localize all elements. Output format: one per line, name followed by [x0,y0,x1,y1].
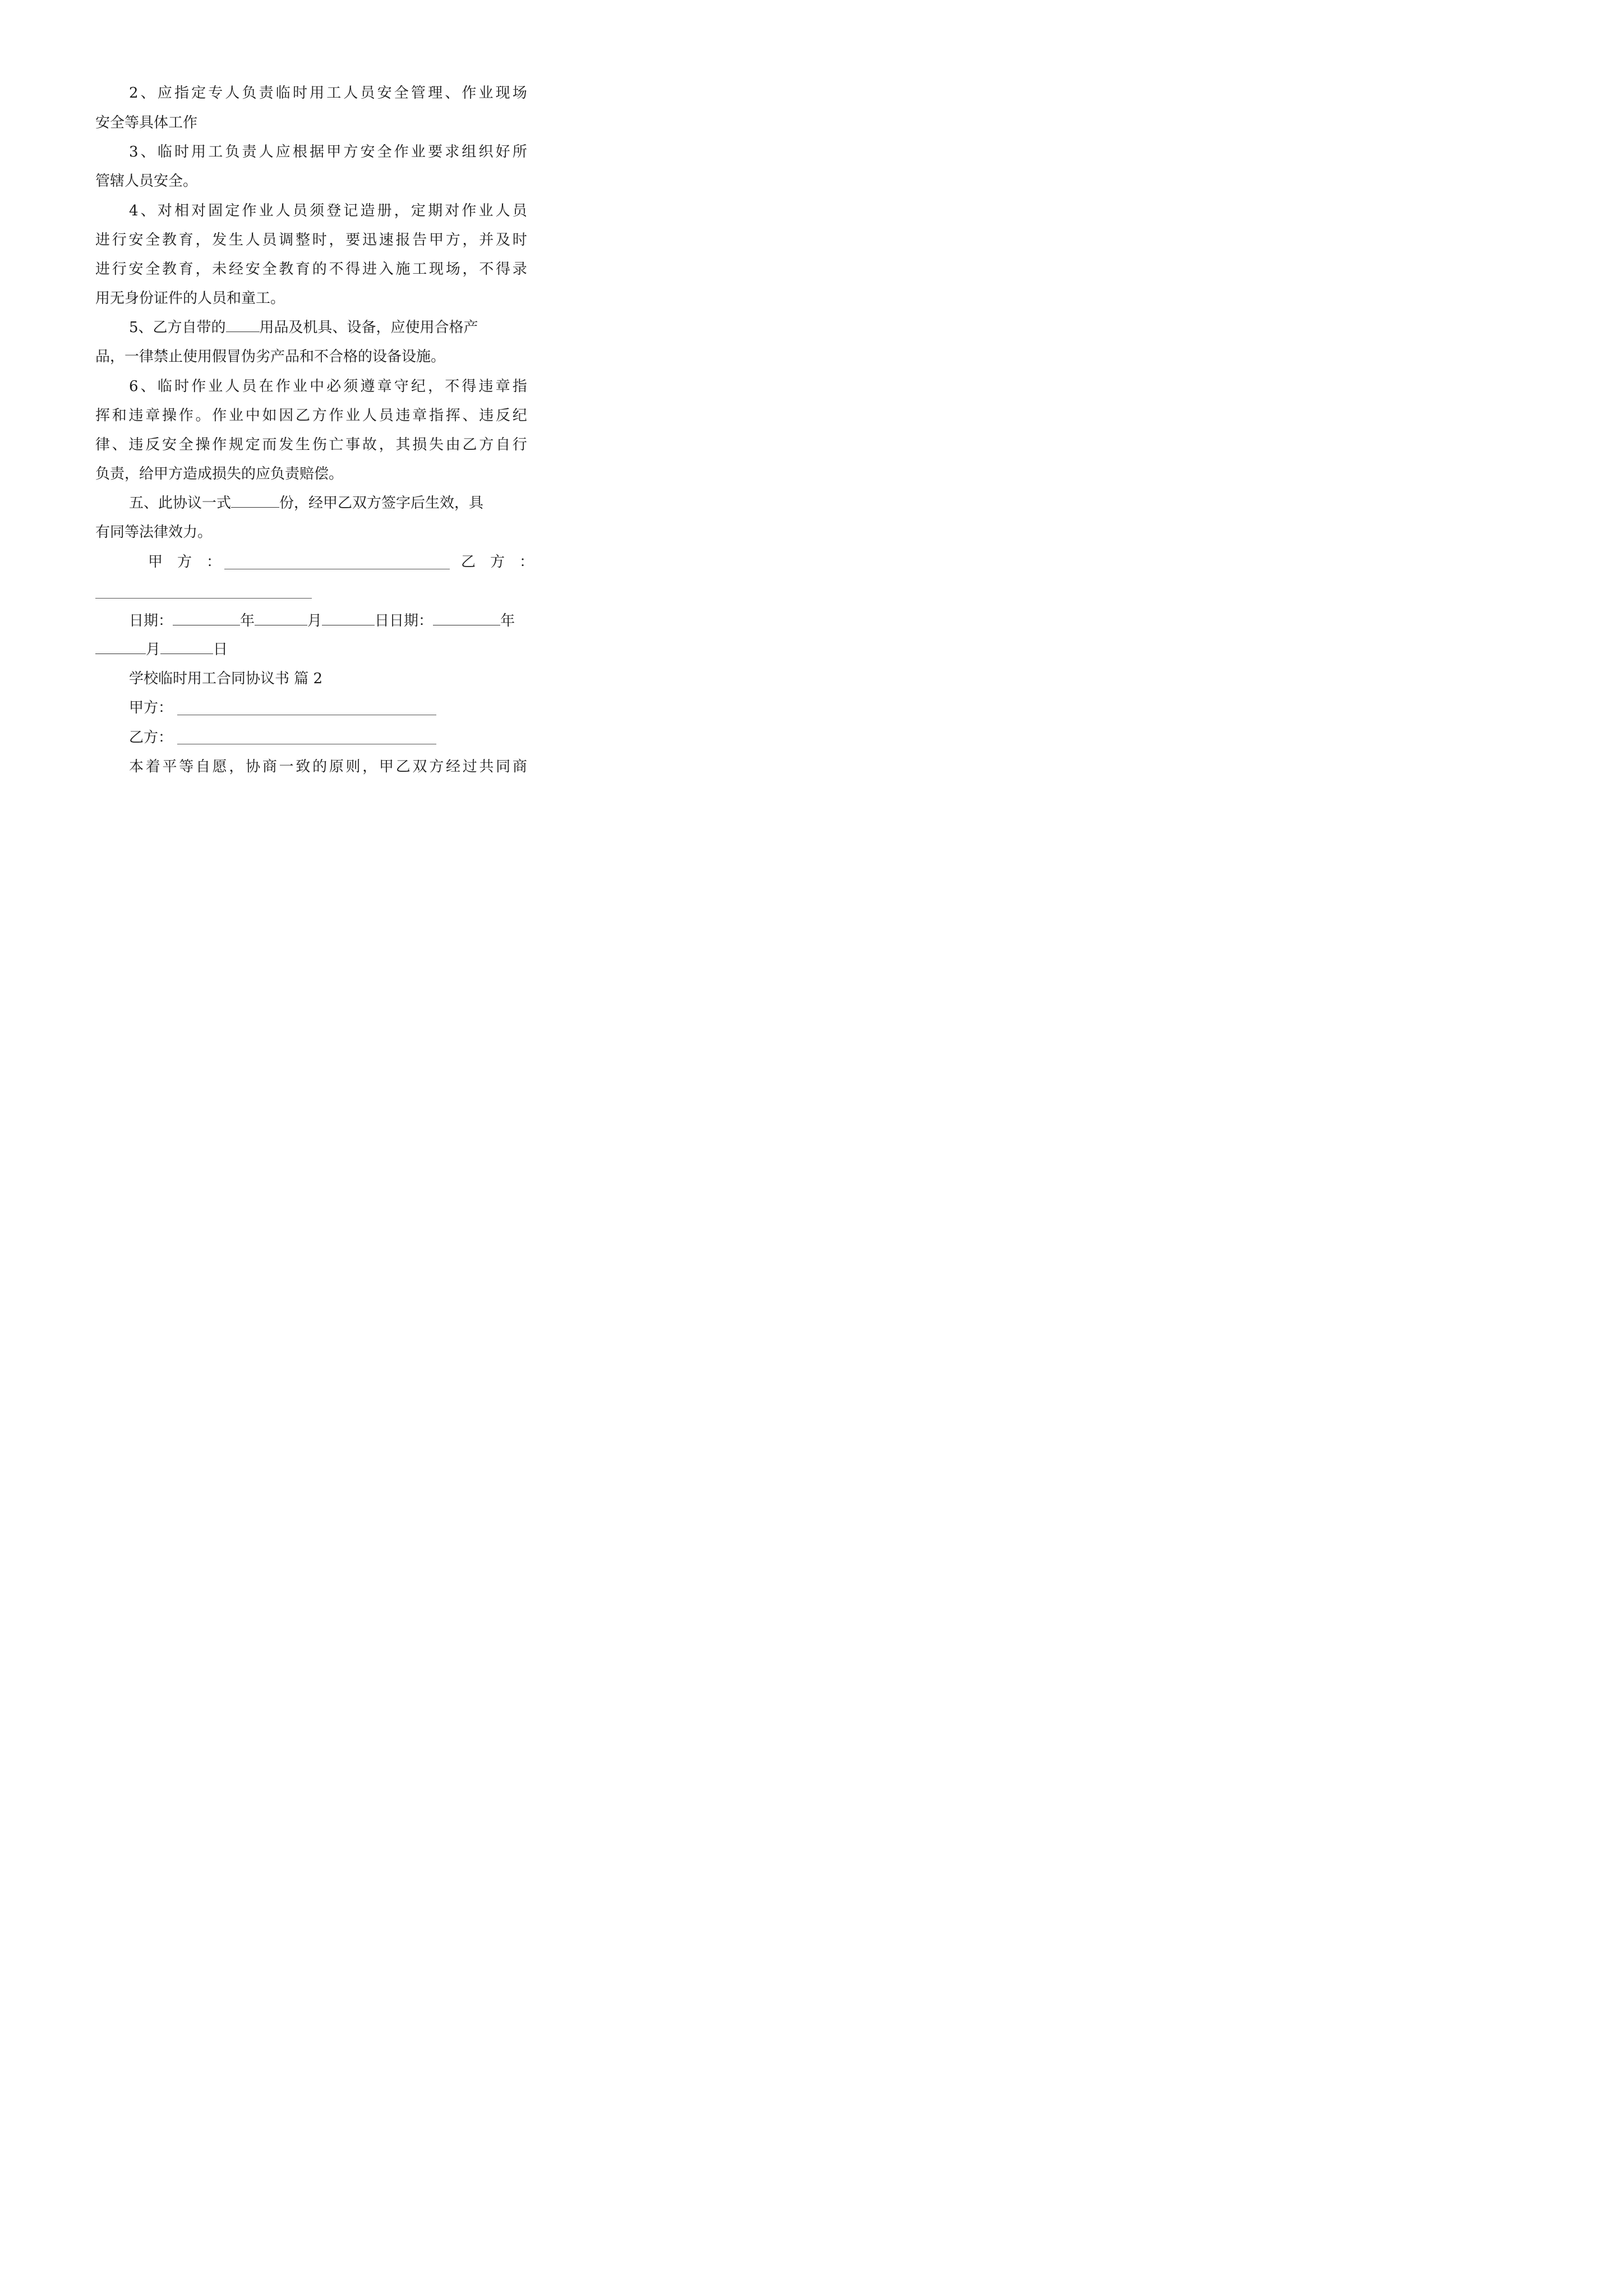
glyph: 经 [229,261,244,278]
glyph: 甲 [429,232,444,249]
glyph: 责 [259,85,274,102]
glyph: 人 [343,85,358,102]
glyph: 自 [496,436,511,453]
glyph: 反 [145,436,160,453]
glyph: 、 [140,378,155,395]
glyph: 进 [362,261,377,278]
glyph: 场 [445,261,460,278]
glyph: 亡 [329,436,344,453]
glyph: 必 [326,378,342,395]
glyph: 遵 [360,378,375,395]
section-2-intro-line [129,758,527,776]
glyph: 进 [95,232,110,249]
paragraph-item-2-line-1 [129,84,527,102]
glyph: 自 [195,758,210,775]
glyph: 迅 [362,232,377,249]
glyph: 、 [140,85,155,102]
glyph: 由 [445,436,460,453]
glyph: 定 [225,203,240,219]
glyph: 时 [174,144,189,160]
date-line-2 [95,641,527,659]
glyph: 要 [345,232,361,249]
paragraph-item-2-line-2 [95,114,527,132]
paragraph-clause-5-line-1 [129,494,527,512]
glyph: 员 [512,203,527,219]
text-segment: 甲 方 ： [148,554,222,570]
glyph: 发 [279,436,294,453]
party-a-signature-label [148,553,222,571]
glyph: 教 [279,261,294,278]
paragraph-item-3-line-2 [95,172,527,190]
month-blank[interactable] [95,641,146,654]
glyph: 业 [292,378,307,395]
glyph: 、 [112,436,127,453]
glyph: 员 [360,85,375,102]
glyph: 须 [310,203,325,219]
glyph: 定 [191,85,206,102]
glyph: 挥 [95,407,110,424]
text-segment: 5、乙方自带的 [129,319,226,336]
glyph: 行 [512,436,527,453]
glyph: 全 [394,85,409,102]
glyph: 的 [312,261,327,278]
glyph: 业 [478,85,494,102]
glyph: 则 [345,758,361,775]
glyph: 责 [242,144,257,160]
glyph: 作 [242,203,257,219]
text-segment: 五、此协议一式 [129,495,232,512]
glyph: 临 [157,144,172,160]
glyph: 作 [212,407,227,424]
glyph: 全 [178,436,193,453]
glyph: 应 [275,144,291,160]
glyph: 并 [479,232,494,249]
glyph: 违 [478,378,494,395]
glyph: 施 [395,261,411,278]
glyph: 其 [395,436,411,453]
glyph: 章 [495,378,510,395]
glyph: 时 [512,232,527,249]
glyph: 违 [479,407,494,424]
blank-underline [226,319,260,332]
glyph: ， [229,758,244,775]
glyph: 教 [162,232,177,249]
glyph: ， [462,261,477,278]
glyph: 4 [129,203,139,219]
glyph: 方 [312,407,327,424]
glyph: 规 [229,436,244,453]
glyph: 定 [245,436,260,453]
glyph: 业 [478,203,494,219]
glyph: 行 [112,261,127,278]
month-blank[interactable] [255,613,307,625]
glyph: 在 [259,378,274,395]
glyph: 协 [246,758,261,775]
glyph: 业 [208,378,223,395]
glyph: 等 [179,758,194,775]
glyph: 育 [296,261,311,278]
glyph: 根 [292,144,307,160]
glyph: 生 [229,232,244,249]
glyph: 管 [411,85,426,102]
glyph: 律 [95,436,110,453]
party-b-signature-label [461,553,534,571]
glyph: 现 [495,85,510,102]
glyph: 负 [242,85,257,102]
glyph: 和 [112,407,127,424]
glyph: ， [428,378,443,395]
glyph: ， [362,758,377,775]
paragraph-item-6-line-2 [95,407,527,425]
text-line: 有同等法律效力。 [95,524,213,541]
glyph: 业 [229,407,244,424]
text-line: 安全等具体工作 [95,114,198,131]
glyph: 全 [377,144,392,160]
glyph: 不 [329,261,344,278]
text-segment: 乙 方 ： [461,554,534,570]
glyph: 操 [162,407,177,424]
glyph: 工 [326,85,342,102]
glyph: 入 [379,261,394,278]
glyph: 工 [208,144,223,160]
glyph: 造 [360,203,375,219]
day-blank[interactable] [322,613,375,625]
glyph: 故 [362,436,377,453]
glyph: 安 [245,261,260,278]
glyph: 安 [162,436,177,453]
glyph: 挥 [445,407,460,424]
glyph: 须 [343,378,358,395]
text-segment: 日 [213,641,228,658]
paragraph-item-4-line-3 [95,260,527,278]
glyph: 指 [174,85,189,102]
text-segment: 月 [307,613,322,629]
glyph: 致 [296,758,311,775]
glyph: 负 [225,144,240,160]
glyph: 平 [162,758,177,775]
glyph: 中 [245,407,260,424]
text-segment: 月 [146,641,161,658]
glyph: 育 [178,232,193,249]
glyph: 。 [195,407,210,424]
glyph: 告 [412,232,427,249]
glyph: 安 [128,261,144,278]
glyph: 人 [225,85,240,102]
glyph: 记 [343,203,358,219]
glyph: 相 [174,203,189,219]
glyph: 固 [208,203,223,219]
glyph: 得 [462,378,477,395]
glyph: 人 [275,203,291,219]
glyph: 着 [145,758,160,775]
glyph: 、 [462,407,477,424]
glyph: 所 [512,144,527,160]
glyph: 章 [412,407,427,424]
glyph: 作 [394,144,409,160]
glyph: 业 [259,203,274,219]
glyph: 本 [129,758,144,775]
glyph: 工 [412,261,427,278]
text-segment: 乙方： [129,729,173,746]
glyph: 时 [292,85,307,102]
glyph: 生 [296,436,311,453]
glyph: 、 [140,203,155,219]
glyph: 及 [496,232,511,249]
glyph: 、 [140,144,155,160]
glyph: 中 [310,378,325,395]
glyph: 守 [394,378,409,395]
glyph: 章 [377,378,392,395]
glyph: 专 [208,85,223,102]
glyph: 安 [128,232,144,249]
glyph: 商 [512,758,527,775]
glyph: 员 [379,407,394,424]
glyph: 安 [377,85,392,102]
text-segment: 份，经甲乙双方签字后生效，具 [279,495,484,512]
glyph: 人 [225,378,240,395]
glyph: 操 [195,436,210,453]
glyph: ， [394,203,409,219]
paragraph-item-6-line-4 [95,465,527,483]
glyph: 作 [462,203,477,219]
glyph: 因 [279,407,294,424]
glyph: 期 [428,203,443,219]
glyph: 违 [128,436,144,453]
glyph: 全 [262,261,277,278]
glyph: 一 [279,758,294,775]
glyph: 双 [412,758,427,775]
glyph: 愿 [212,758,227,775]
glyph: 登 [326,203,342,219]
glyph: 据 [310,144,325,160]
glyph: 而 [262,436,277,453]
glyph: 应 [157,85,172,102]
glyph: 过 [462,758,477,775]
glyph: 商 [262,758,277,775]
text-segment: 年 [500,613,515,629]
paragraph-item-3-line-1 [129,143,527,161]
glyph: 3 [129,144,139,160]
glyph: 人 [259,144,274,160]
glyph: 纪 [512,407,527,424]
glyph: 理 [428,85,443,102]
glyph: 临 [157,378,172,395]
blank-underline [231,495,279,508]
paragraph-item-4-line-1 [129,202,527,220]
glyph: 员 [262,232,277,249]
glyph: 员 [242,378,257,395]
glyph: 作 [212,436,227,453]
glyph: 如 [262,407,277,424]
glyph: 业 [411,144,426,160]
glyph: 作 [178,407,193,424]
glyph: 时 [174,378,189,395]
party-b-signature-field[interactable] [95,598,312,599]
glyph: 违 [128,407,144,424]
paragraph-clause-5-line-2 [95,523,527,541]
glyph: 指 [429,407,444,424]
glyph: 2 [129,85,139,102]
glyph: ， [195,232,210,249]
glyph: 业 [345,407,361,424]
glyph: 全 [145,232,160,249]
glyph: 对 [157,203,172,219]
text-line: 负责，给甲方造成损失的应负责赔偿。 [95,466,344,482]
glyph: 损 [412,436,427,453]
glyph: 对 [191,203,206,219]
glyph: 册 [377,203,392,219]
glyph: 同 [496,758,511,775]
day-blank[interactable] [160,641,213,654]
paragraph-item-5-line-2 [95,348,527,366]
text-segment: 日期： [129,613,173,629]
glyph: 进 [95,261,110,278]
glyph: 方 [445,232,460,249]
glyph: 整 [296,232,311,249]
glyph: 临 [275,85,291,102]
glyph: 共 [479,758,494,775]
glyph: ， [195,261,210,278]
glyph: 得 [345,261,361,278]
glyph: ， [329,232,344,249]
paragraph-item-4-line-4 [95,289,527,307]
glyph: 录 [512,261,527,278]
glyph: 定 [411,203,426,219]
glyph: 教 [162,261,177,278]
glyph: 反 [496,407,511,424]
glyph: 不 [445,378,460,395]
glyph: 6 [129,378,139,395]
heading-text: 学校临时用工合同协议书 篇 2 [129,670,323,687]
glyph: 得 [496,261,511,278]
glyph: 伤 [312,436,327,453]
glyph: 、 [445,85,460,102]
glyph: 用 [310,85,325,102]
glyph: 的 [312,758,328,775]
section-2-title [129,670,527,688]
glyph: 要 [428,144,443,160]
date-line-1 [129,612,527,630]
glyph: 方 [429,758,444,775]
glyph: 事 [345,436,361,453]
glyph: 报 [395,232,411,249]
glyph: 方 [343,144,358,160]
glyph: 未 [212,261,227,278]
glyph: ， [462,232,477,249]
glyph: 人 [495,203,510,219]
text-segment: 年 [240,613,255,629]
text-segment: 用品及机具、设备，应使用合格产 [259,319,478,336]
glyph: 乙 [296,407,311,424]
glyph: 乙 [462,436,477,453]
glyph: 员 [292,203,307,219]
glyph: 对 [445,203,460,219]
glyph: 失 [429,436,444,453]
glyph: 用 [191,144,206,160]
glyph: 作 [191,378,206,395]
glyph: 违 [395,407,411,424]
glyph: 场 [512,85,527,102]
paragraph-item-5-line-1 [129,319,527,337]
year-blank[interactable] [173,613,240,625]
glyph: 作 [275,378,291,395]
paragraph-item-6-line-3 [95,436,527,454]
glyph: 作 [329,407,344,424]
glyph: 速 [379,232,394,249]
glyph: 指 [512,378,527,395]
document-page [0,0,619,876]
glyph: 织 [478,144,494,160]
glyph: 甲 [379,758,394,775]
glyph: 章 [145,407,160,424]
paragraph-item-4-line-2 [95,231,527,249]
glyph: 方 [479,436,494,453]
glyph: 行 [112,232,127,249]
glyph: ， [379,436,394,453]
paragraph-item-6-line-1 [129,378,527,395]
glyph: 人 [362,407,377,424]
glyph: 人 [245,232,260,249]
glyph: 经 [445,758,460,775]
text-segment: 甲方： [129,700,173,716]
glyph: 安 [360,144,375,160]
glyph: 发 [212,232,227,249]
year-blank[interactable] [433,613,500,625]
glyph: 乙 [395,758,411,775]
glyph: 求 [445,144,460,160]
glyph: 不 [479,261,494,278]
text-line: 用无身份证件的人员和童工。 [95,290,285,307]
glyph: 好 [495,144,510,160]
glyph: 作 [462,85,477,102]
glyph: 甲 [326,144,342,160]
text-line: 管辖人员安全。 [95,173,198,190]
text-line: 品，一律禁止使用假冒伪劣产品和不合格的设备设施。 [95,348,446,365]
glyph: 时 [312,232,327,249]
glyph: 育 [178,261,193,278]
glyph: 现 [429,261,444,278]
glyph: 纪 [411,378,426,395]
glyph: 全 [145,261,160,278]
glyph: 调 [279,232,294,249]
text-segment: 日日期： [375,613,434,629]
glyph: 组 [462,144,477,160]
glyph: 原 [329,758,344,775]
